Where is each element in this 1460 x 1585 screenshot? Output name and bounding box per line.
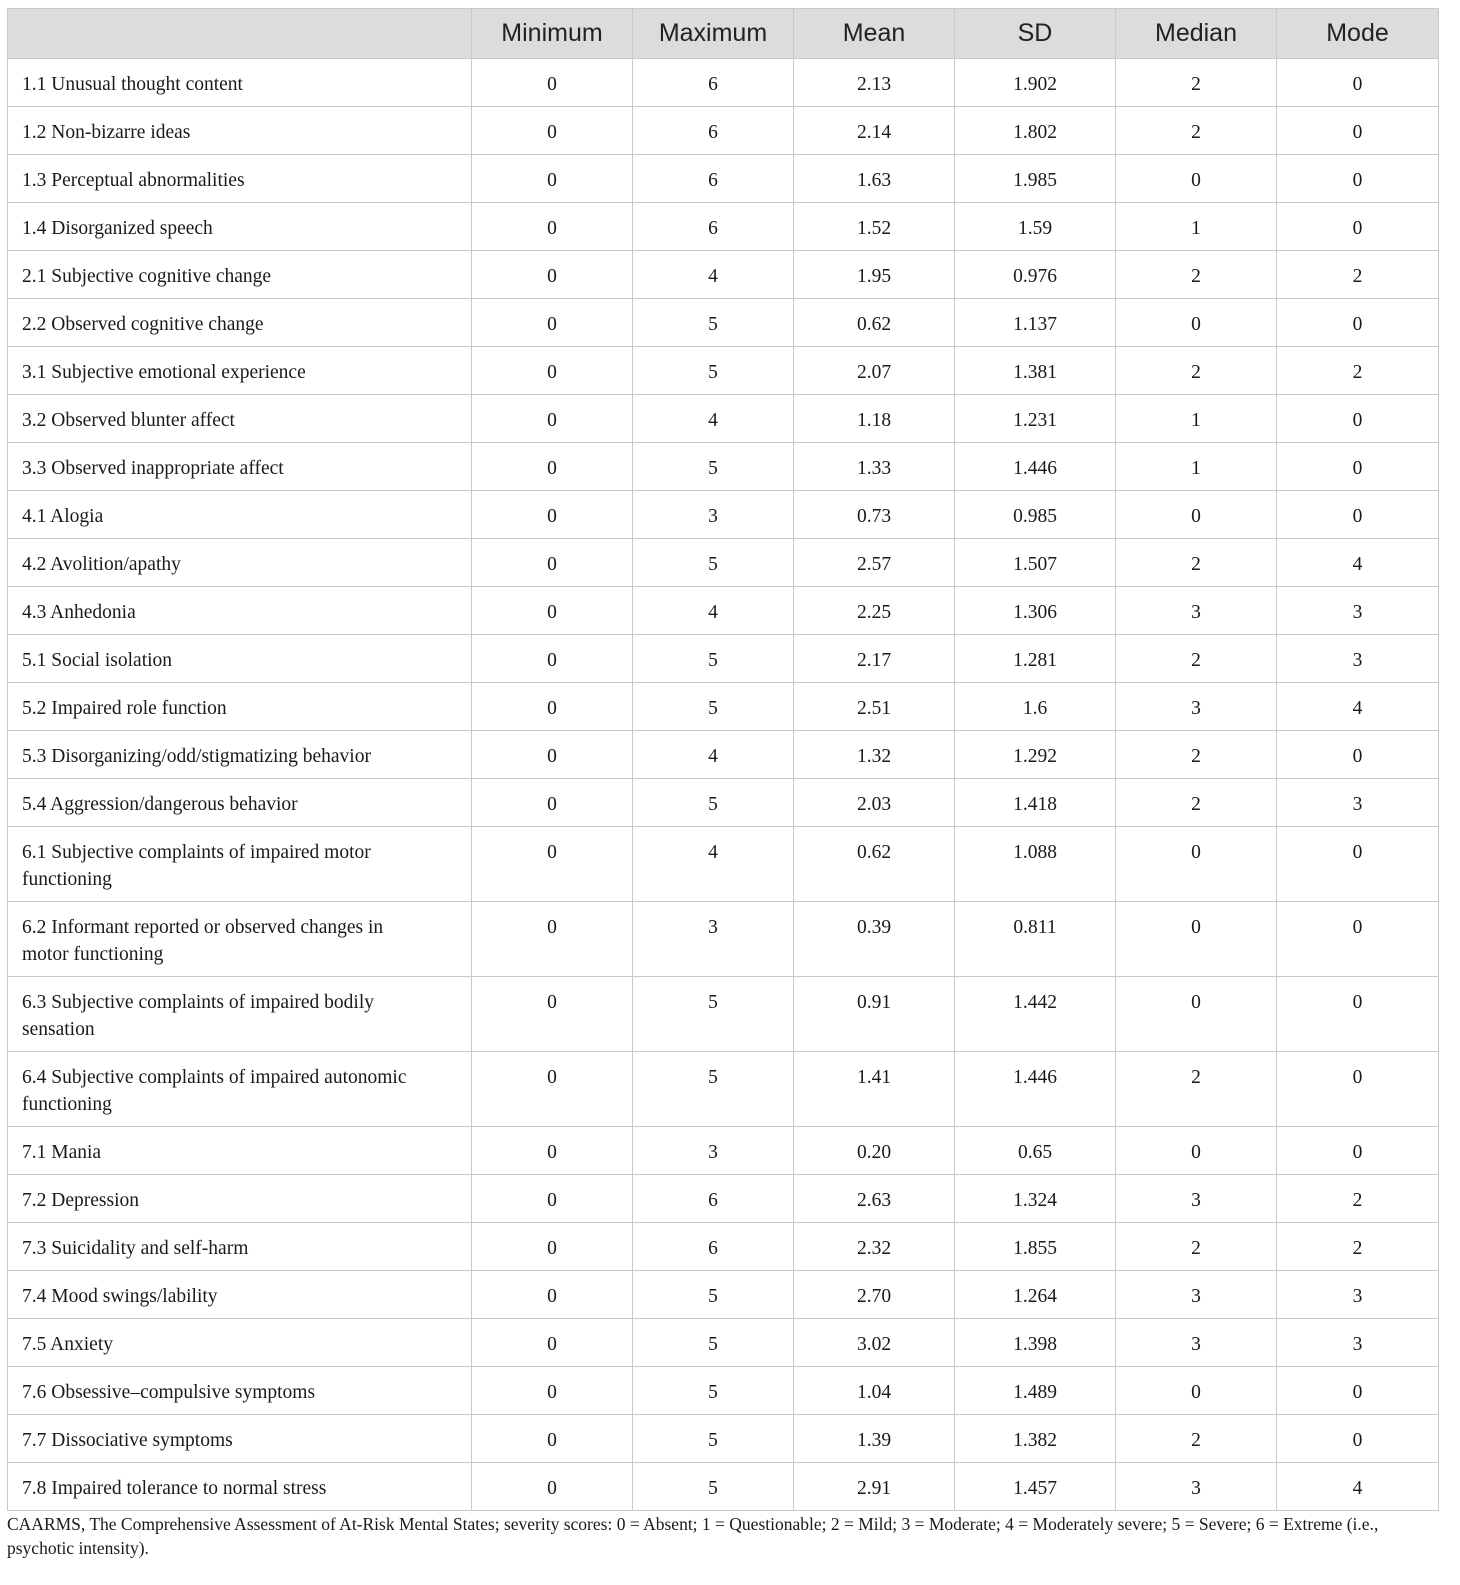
minimum-cell: 0 xyxy=(472,539,633,587)
mode-cell: 0 xyxy=(1277,731,1439,779)
minimum-cell: 0 xyxy=(472,443,633,491)
sd-cell: 1.324 xyxy=(955,1175,1116,1223)
mode-cell: 0 xyxy=(1277,203,1439,251)
table-header xyxy=(8,9,1439,59)
item-label-cell: 5.3 Disorganizing/odd/stigmatizing behavior xyxy=(8,731,472,779)
sd-cell: 1.088 xyxy=(955,827,1116,902)
table-row xyxy=(8,1271,1439,1319)
mode-cell: 3 xyxy=(1277,779,1439,827)
maximum-cell: 5 xyxy=(633,1463,794,1511)
median-cell: 2 xyxy=(1116,1223,1277,1271)
mode-cell: 0 xyxy=(1277,155,1439,203)
item-label-cell: 6.2 Informant reported or observed changes in motor functioning xyxy=(8,902,472,977)
minimum-cell: 0 xyxy=(472,395,633,443)
item-label-cell: 7.7 Dissociative symptoms xyxy=(8,1415,472,1463)
table-row xyxy=(8,107,1439,155)
mode-cell: 0 xyxy=(1277,59,1439,107)
mode-cell: 0 xyxy=(1277,1127,1439,1175)
minimum-cell: 0 xyxy=(472,203,633,251)
median-cell: 2 xyxy=(1116,1415,1277,1463)
minimum-cell: 0 xyxy=(472,59,633,107)
sd-cell: 1.442 xyxy=(955,977,1116,1052)
sd-cell: 1.231 xyxy=(955,395,1116,443)
item-label-cell: 6.3 Subjective complaints of impaired bodily sensation xyxy=(8,977,472,1052)
item-label-cell: 7.6 Obsessive–compulsive symptoms xyxy=(8,1367,472,1415)
minimum-cell: 0 xyxy=(472,491,633,539)
mode-cell: 4 xyxy=(1277,683,1439,731)
mean-cell: 0.73 xyxy=(794,491,955,539)
minimum-cell: 0 xyxy=(472,1463,633,1511)
mean-cell: 2.57 xyxy=(794,539,955,587)
sd-cell: 1.264 xyxy=(955,1271,1116,1319)
table-row xyxy=(8,203,1439,251)
sd-cell: 1.902 xyxy=(955,59,1116,107)
mode-cell: 4 xyxy=(1277,539,1439,587)
sd-cell: 1.59 xyxy=(955,203,1116,251)
maximum-cell: 5 xyxy=(633,683,794,731)
mean-cell: 1.52 xyxy=(794,203,955,251)
maximum-cell: 5 xyxy=(633,539,794,587)
maximum-cell: 6 xyxy=(633,1223,794,1271)
table-row xyxy=(8,902,1439,977)
median-cell: 2 xyxy=(1116,251,1277,299)
mode-cell: 0 xyxy=(1277,977,1439,1052)
item-label-cell: 5.4 Aggression/dangerous behavior xyxy=(8,779,472,827)
mean-cell: 1.04 xyxy=(794,1367,955,1415)
maximum-cell: 5 xyxy=(633,299,794,347)
maximum-cell: 4 xyxy=(633,395,794,443)
mean-cell: 2.14 xyxy=(794,107,955,155)
maximum-cell: 3 xyxy=(633,1127,794,1175)
maximum-cell: 5 xyxy=(633,347,794,395)
mean-cell: 0.62 xyxy=(794,299,955,347)
median-cell: 3 xyxy=(1116,1319,1277,1367)
maximum-cell: 4 xyxy=(633,827,794,902)
table-row xyxy=(8,683,1439,731)
minimum-cell: 0 xyxy=(472,731,633,779)
mode-cell: 0 xyxy=(1277,902,1439,977)
maximum-cell: 5 xyxy=(633,1319,794,1367)
median-cell: 2 xyxy=(1116,779,1277,827)
table-row xyxy=(8,155,1439,203)
table-row xyxy=(8,1463,1439,1511)
minimum-cell: 0 xyxy=(472,1223,633,1271)
minimum-cell: 0 xyxy=(472,779,633,827)
mean-cell: 1.39 xyxy=(794,1415,955,1463)
column-header-mode: Mode xyxy=(1277,9,1439,59)
mean-cell: 0.91 xyxy=(794,977,955,1052)
mean-cell: 1.32 xyxy=(794,731,955,779)
sd-cell: 1.281 xyxy=(955,635,1116,683)
table-row xyxy=(8,395,1439,443)
sd-cell: 0.985 xyxy=(955,491,1116,539)
mode-cell: 0 xyxy=(1277,395,1439,443)
minimum-cell: 0 xyxy=(472,1175,633,1223)
median-cell: 3 xyxy=(1116,1463,1277,1511)
mean-cell: 2.13 xyxy=(794,59,955,107)
item-label-cell: 2.1 Subjective cognitive change xyxy=(8,251,472,299)
median-cell: 2 xyxy=(1116,347,1277,395)
sd-cell: 1.306 xyxy=(955,587,1116,635)
table-row xyxy=(8,539,1439,587)
median-cell: 0 xyxy=(1116,1367,1277,1415)
table-row xyxy=(8,251,1439,299)
sd-cell: 1.137 xyxy=(955,299,1116,347)
maximum-cell: 5 xyxy=(633,1367,794,1415)
table-row xyxy=(8,1175,1439,1223)
median-cell: 0 xyxy=(1116,902,1277,977)
median-cell: 0 xyxy=(1116,155,1277,203)
table-row xyxy=(8,491,1439,539)
column-header-sd: SD xyxy=(955,9,1116,59)
minimum-cell: 0 xyxy=(472,251,633,299)
maximum-cell: 6 xyxy=(633,155,794,203)
mode-cell: 3 xyxy=(1277,1271,1439,1319)
maximum-cell: 3 xyxy=(633,491,794,539)
sd-cell: 1.507 xyxy=(955,539,1116,587)
minimum-cell: 0 xyxy=(472,587,633,635)
column-header-mean: Mean xyxy=(794,9,955,59)
mean-cell: 2.25 xyxy=(794,587,955,635)
maximum-cell: 6 xyxy=(633,59,794,107)
table-row xyxy=(8,443,1439,491)
mean-cell: 0.20 xyxy=(794,1127,955,1175)
mean-cell: 2.70 xyxy=(794,1271,955,1319)
sd-cell: 1.446 xyxy=(955,1052,1116,1127)
maximum-cell: 3 xyxy=(633,902,794,977)
median-cell: 2 xyxy=(1116,59,1277,107)
maximum-cell: 5 xyxy=(633,635,794,683)
mean-cell: 0.62 xyxy=(794,827,955,902)
median-cell: 2 xyxy=(1116,107,1277,155)
mode-cell: 0 xyxy=(1277,299,1439,347)
sd-cell: 1.382 xyxy=(955,1415,1116,1463)
maximum-cell: 5 xyxy=(633,1271,794,1319)
table-row xyxy=(8,59,1439,107)
mean-cell: 1.33 xyxy=(794,443,955,491)
minimum-cell: 0 xyxy=(472,977,633,1052)
minimum-cell: 0 xyxy=(472,827,633,902)
mean-cell: 0.39 xyxy=(794,902,955,977)
table-row xyxy=(8,1223,1439,1271)
item-label-cell: 7.3 Suicidality and self-harm xyxy=(8,1223,472,1271)
maximum-cell: 5 xyxy=(633,443,794,491)
minimum-cell: 0 xyxy=(472,347,633,395)
table-row xyxy=(8,1415,1439,1463)
maximum-cell: 6 xyxy=(633,107,794,155)
maximum-cell: 4 xyxy=(633,731,794,779)
mode-cell: 0 xyxy=(1277,1415,1439,1463)
maximum-cell: 4 xyxy=(633,251,794,299)
mode-cell: 4 xyxy=(1277,1463,1439,1511)
table-row xyxy=(8,731,1439,779)
sd-cell: 1.418 xyxy=(955,779,1116,827)
header-row xyxy=(8,9,1439,59)
minimum-cell: 0 xyxy=(472,107,633,155)
mode-cell: 2 xyxy=(1277,347,1439,395)
item-label-cell: 1.1 Unusual thought content xyxy=(8,59,472,107)
sd-cell: 1.855 xyxy=(955,1223,1116,1271)
mean-cell: 2.51 xyxy=(794,683,955,731)
maximum-cell: 5 xyxy=(633,1415,794,1463)
sd-cell: 1.802 xyxy=(955,107,1116,155)
median-cell: 3 xyxy=(1116,587,1277,635)
item-label-cell: 5.1 Social isolation xyxy=(8,635,472,683)
median-cell: 3 xyxy=(1116,1175,1277,1223)
mode-cell: 3 xyxy=(1277,587,1439,635)
maximum-cell: 6 xyxy=(633,1175,794,1223)
mean-cell: 1.63 xyxy=(794,155,955,203)
table-row xyxy=(8,779,1439,827)
sd-cell: 1.457 xyxy=(955,1463,1116,1511)
minimum-cell: 0 xyxy=(472,299,633,347)
mode-cell: 0 xyxy=(1277,443,1439,491)
median-cell: 3 xyxy=(1116,1271,1277,1319)
sd-cell: 1.398 xyxy=(955,1319,1116,1367)
sd-cell: 0.976 xyxy=(955,251,1116,299)
mode-cell: 2 xyxy=(1277,1223,1439,1271)
mean-cell: 1.95 xyxy=(794,251,955,299)
median-cell: 0 xyxy=(1116,977,1277,1052)
mode-cell: 0 xyxy=(1277,1367,1439,1415)
table-row xyxy=(8,1052,1439,1127)
mean-cell: 2.32 xyxy=(794,1223,955,1271)
mean-cell: 2.07 xyxy=(794,347,955,395)
mode-cell: 0 xyxy=(1277,107,1439,155)
item-label-cell: 7.2 Depression xyxy=(8,1175,472,1223)
mean-cell: 1.41 xyxy=(794,1052,955,1127)
column-header-minimum: Minimum xyxy=(472,9,633,59)
median-cell: 2 xyxy=(1116,635,1277,683)
item-label-cell: 4.3 Anhedonia xyxy=(8,587,472,635)
statistics-table xyxy=(7,8,1439,1511)
item-label-cell: 7.1 Mania xyxy=(8,1127,472,1175)
mode-cell: 3 xyxy=(1277,1319,1439,1367)
minimum-cell: 0 xyxy=(472,1271,633,1319)
mode-cell: 2 xyxy=(1277,251,1439,299)
mode-cell: 2 xyxy=(1277,1175,1439,1223)
table-row xyxy=(8,587,1439,635)
item-label-cell: 3.3 Observed inappropriate affect xyxy=(8,443,472,491)
median-cell: 0 xyxy=(1116,827,1277,902)
sd-cell: 1.446 xyxy=(955,443,1116,491)
table-row xyxy=(8,299,1439,347)
table-row xyxy=(8,827,1439,902)
item-label-cell: 7.4 Mood swings/lability xyxy=(8,1271,472,1319)
maximum-cell: 4 xyxy=(633,587,794,635)
column-header-item xyxy=(8,9,472,59)
item-label-cell: 4.1 Alogia xyxy=(8,491,472,539)
item-label-cell: 6.4 Subjective complaints of impaired autonomic functioning xyxy=(8,1052,472,1127)
minimum-cell: 0 xyxy=(472,902,633,977)
median-cell: 2 xyxy=(1116,1052,1277,1127)
table-footnote: CAARMS, The Comprehensive Assessment of At-Risk Mental States; severity scores: 0 = Absent; 1 = Questionable; 2 = Mild; 3 = Moderate; 4 = Moderately severe; 5 = Severe; 6 = Extreme (i.e., psychotic intensity). xyxy=(7,1514,1379,1558)
sd-cell: 1.292 xyxy=(955,731,1116,779)
mode-cell: 0 xyxy=(1277,827,1439,902)
mean-cell: 2.03 xyxy=(794,779,955,827)
item-label-cell: 1.3 Perceptual abnormalities xyxy=(8,155,472,203)
median-cell: 1 xyxy=(1116,203,1277,251)
sd-cell: 0.65 xyxy=(955,1127,1116,1175)
item-label-cell: 5.2 Impaired role function xyxy=(8,683,472,731)
maximum-cell: 5 xyxy=(633,779,794,827)
median-cell: 0 xyxy=(1116,491,1277,539)
sd-cell: 1.985 xyxy=(955,155,1116,203)
item-label-cell: 6.1 Subjective complaints of impaired motor functioning xyxy=(8,827,472,902)
median-cell: 1 xyxy=(1116,443,1277,491)
sd-cell: 1.6 xyxy=(955,683,1116,731)
minimum-cell: 0 xyxy=(472,1127,633,1175)
mean-cell: 2.91 xyxy=(794,1463,955,1511)
sd-cell: 1.381 xyxy=(955,347,1116,395)
mean-cell: 1.18 xyxy=(794,395,955,443)
item-label-cell: 1.2 Non-bizarre ideas xyxy=(8,107,472,155)
maximum-cell: 5 xyxy=(633,977,794,1052)
item-label-cell: 7.8 Impaired tolerance to normal stress xyxy=(8,1463,472,1511)
table-body xyxy=(8,59,1439,1511)
median-cell: 1 xyxy=(1116,395,1277,443)
column-header-maximum: Maximum xyxy=(633,9,794,59)
median-cell: 0 xyxy=(1116,299,1277,347)
table-row xyxy=(8,347,1439,395)
item-label-cell: 1.4 Disorganized speech xyxy=(8,203,472,251)
mean-cell: 3.02 xyxy=(794,1319,955,1367)
minimum-cell: 0 xyxy=(472,635,633,683)
item-label-cell: 7.5 Anxiety xyxy=(8,1319,472,1367)
minimum-cell: 0 xyxy=(472,1319,633,1367)
minimum-cell: 0 xyxy=(472,1415,633,1463)
item-label-cell: 3.1 Subjective emotional experience xyxy=(8,347,472,395)
mode-cell: 3 xyxy=(1277,635,1439,683)
median-cell: 0 xyxy=(1116,1127,1277,1175)
column-header-median: Median xyxy=(1116,9,1277,59)
median-cell: 2 xyxy=(1116,539,1277,587)
minimum-cell: 0 xyxy=(472,1367,633,1415)
sd-cell: 1.489 xyxy=(955,1367,1116,1415)
item-label-cell: 4.2 Avolition/apathy xyxy=(8,539,472,587)
minimum-cell: 0 xyxy=(472,1052,633,1127)
mode-cell: 0 xyxy=(1277,1052,1439,1127)
median-cell: 2 xyxy=(1116,731,1277,779)
minimum-cell: 0 xyxy=(472,683,633,731)
item-label-cell: 2.2 Observed cognitive change xyxy=(8,299,472,347)
mean-cell: 2.17 xyxy=(794,635,955,683)
sd-cell: 0.811 xyxy=(955,902,1116,977)
minimum-cell: 0 xyxy=(472,155,633,203)
maximum-cell: 5 xyxy=(633,1052,794,1127)
table-row xyxy=(8,1319,1439,1367)
item-label-cell: 3.2 Observed blunter affect xyxy=(8,395,472,443)
mode-cell: 0 xyxy=(1277,491,1439,539)
table-row xyxy=(8,1367,1439,1415)
table-row xyxy=(8,635,1439,683)
table-row xyxy=(8,1127,1439,1175)
maximum-cell: 6 xyxy=(633,203,794,251)
table-row xyxy=(8,977,1439,1052)
mean-cell: 2.63 xyxy=(794,1175,955,1223)
median-cell: 3 xyxy=(1116,683,1277,731)
